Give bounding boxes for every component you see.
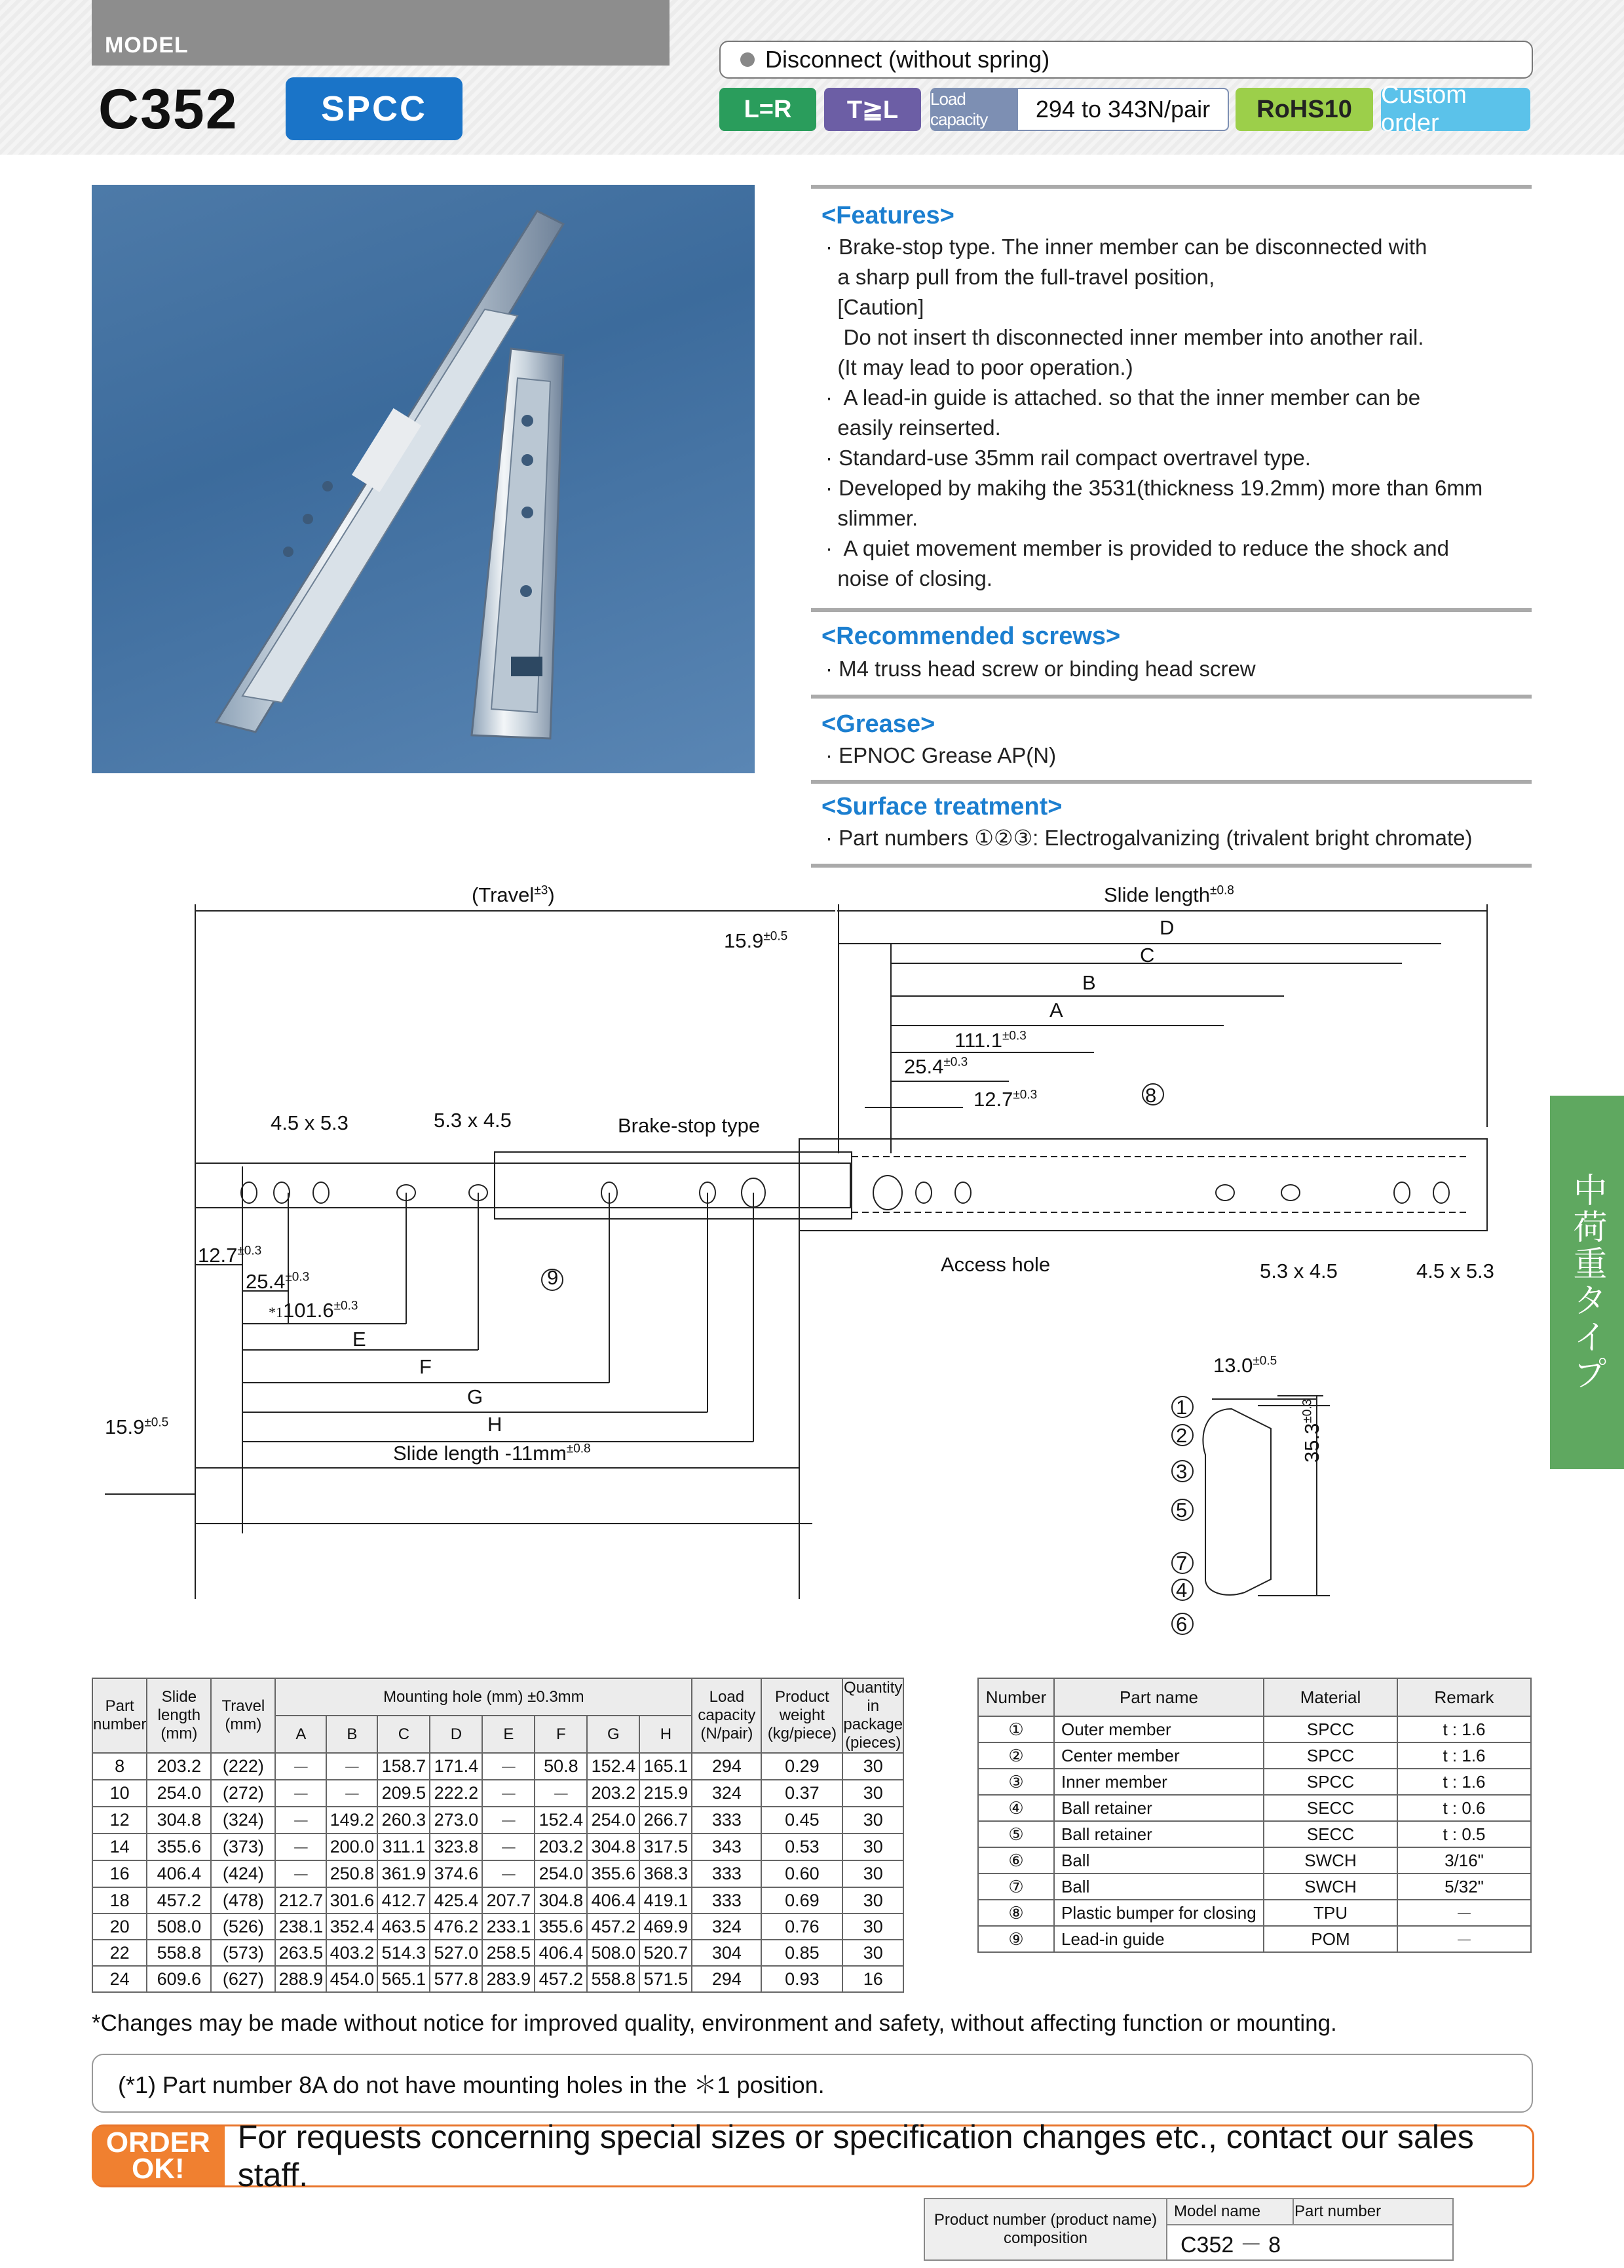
table-row: [92, 1940, 903, 1966]
screws-rule: [811, 608, 1532, 612]
table-cell: 301.6: [326, 1887, 377, 1913]
header-part-number: Part number: [92, 1678, 147, 1753]
table-cell: 30: [842, 1940, 903, 1966]
table-cell: 558.8: [147, 1940, 211, 1966]
table-cell: 171.4: [430, 1753, 482, 1780]
access-hole-label: Access hole: [941, 1253, 1051, 1276]
dim-12-7-bottom: $12.7^{\pm 0.3}$: [198, 1244, 262, 1267]
table-cell: －: [535, 1780, 587, 1807]
table-cell: 152.4: [535, 1807, 587, 1834]
callout-4: 4: [1176, 1579, 1188, 1602]
tag-t-ge-l: T≧L: [824, 88, 921, 131]
note-8a-text: (*1) Part number 8A do not have mounting holes in the ＊1 position.: [118, 2071, 825, 2098]
table-cell: 457.2: [147, 1887, 211, 1913]
table-cell: 233.1: [482, 1913, 535, 1940]
table-cell: 0.37: [761, 1780, 842, 1807]
table-cell: POM: [1264, 1926, 1397, 1952]
table-cell: 20: [92, 1913, 147, 1940]
table-cell: 361.9: [377, 1860, 430, 1887]
dim-H: H: [487, 1413, 502, 1436]
table-cell: (373): [211, 1834, 275, 1860]
header-col-F: F: [535, 1716, 587, 1753]
table-cell: (627): [211, 1966, 275, 1992]
table-cell: 8: [92, 1753, 147, 1780]
table-cell: 324: [692, 1913, 761, 1940]
travel-label: (Travel$^{\pm 3}$): [472, 883, 555, 906]
product-photo: [92, 185, 755, 773]
order-badge-line2: OK!: [132, 2153, 185, 2185]
order-box: [92, 2119, 1534, 2193]
table-cell: 258.5: [482, 1940, 535, 1966]
features-line: (It may lead to poor operation.): [825, 355, 1133, 379]
table-row: [92, 1834, 903, 1860]
table-cell: 165.1: [639, 1753, 692, 1780]
table-cell: 0.69: [761, 1887, 842, 1913]
table-row: [92, 1753, 903, 1780]
table-cell: Outer member: [1054, 1716, 1264, 1742]
table-cell: 304.8: [587, 1834, 639, 1860]
table-cell: 260.3: [377, 1807, 430, 1834]
table-cell: 294: [692, 1753, 761, 1780]
features-line: a sharp pull from the full-travel position,: [825, 265, 1215, 289]
table-cell: (573): [211, 1940, 275, 1966]
table-cell: t : 0.6: [1397, 1795, 1531, 1821]
table-cell: t : 1.6: [1397, 1769, 1531, 1795]
table-cell: 203.2: [535, 1834, 587, 1860]
dim-15-9-top: $15.9^{\pm 0.5}$: [724, 929, 788, 952]
table-cell: 18: [92, 1887, 147, 1913]
table-cell: 324: [692, 1780, 761, 1807]
table-cell: 288.9: [275, 1966, 326, 1992]
hole-size-left-1: 4.5 x 5.3: [271, 1111, 349, 1134]
table-cell: 565.1: [377, 1966, 430, 1992]
table-row: [92, 1887, 903, 1913]
table-cell: ④: [978, 1795, 1054, 1821]
table-cell: ①: [978, 1716, 1054, 1742]
table-cell: －: [275, 1753, 326, 1780]
spec-table: [92, 1678, 904, 1993]
header-number: Number: [978, 1678, 1054, 1716]
header-mounting-hole: Mounting hole (mm) ±0.3mm: [275, 1678, 692, 1716]
table-cell: 304.8: [147, 1807, 211, 1834]
table-cell: ②: [978, 1742, 1054, 1769]
table-cell: 0.93: [761, 1966, 842, 1992]
table-cell: SPCC: [1264, 1716, 1397, 1742]
order-ok-badge: [92, 2126, 225, 2185]
note-8a-box: [92, 2054, 1533, 2113]
grease-title: <Grease>: [821, 710, 935, 738]
rohs-badge: RoHS10: [1236, 88, 1373, 131]
table-cell: －: [482, 1834, 535, 1860]
table-cell: t : 1.6: [1397, 1716, 1531, 1742]
header-slide-length: Slide length (mm): [147, 1678, 211, 1753]
table-row: [92, 1780, 903, 1807]
table-cell: SWCH: [1264, 1874, 1397, 1900]
table-cell: 0.76: [761, 1913, 842, 1940]
surface-rule: [811, 780, 1532, 784]
table-cell: －: [1397, 1900, 1531, 1926]
callout-8: 8: [1145, 1084, 1157, 1107]
load-capacity-value: 294 to 343N/pair: [1017, 88, 1229, 131]
dim-A: A: [1049, 999, 1063, 1022]
table-cell: 457.2: [535, 1966, 587, 1992]
features-line: noise of closing.: [825, 566, 992, 590]
table-cell: Ball retainer: [1054, 1821, 1264, 1847]
table-cell: 254.0: [147, 1780, 211, 1807]
parts-table-body: [978, 1716, 1531, 1952]
table-cell: SPCC: [1264, 1769, 1397, 1795]
table-cell: 527.0: [430, 1940, 482, 1966]
table-cell: SECC: [1264, 1821, 1397, 1847]
table-cell: 203.2: [147, 1753, 211, 1780]
table-cell: 355.6: [587, 1860, 639, 1887]
table-cell: 508.0: [147, 1913, 211, 1940]
order-badge-line1: ORDER: [105, 2126, 210, 2159]
header-product-weight: Product weight (kg/piece): [761, 1678, 842, 1753]
drawing-lines: [92, 865, 1533, 1651]
table-row: [978, 1795, 1531, 1821]
table-cell: 403.2: [326, 1940, 377, 1966]
table-cell: －: [1397, 1926, 1531, 1952]
side-category-tab: 中荷重タイプ: [1550, 1096, 1624, 1469]
features-line: · Brake-stop type. The inner member can be disconnected with: [825, 235, 1427, 259]
table-row: [92, 1807, 903, 1834]
disconnect-text: Disconnect (without spring): [765, 46, 1050, 73]
table-cell: ⑤: [978, 1821, 1054, 1847]
table-cell: 30: [842, 1834, 903, 1860]
table-cell: Ball: [1054, 1874, 1264, 1900]
table-cell: 476.2: [430, 1913, 482, 1940]
material-badge: SPCC: [286, 77, 463, 140]
surface-title: <Surface treatment>: [821, 793, 1063, 820]
table-row: [978, 1926, 1531, 1952]
header-col-H: H: [639, 1716, 692, 1753]
table-cell: 209.5: [377, 1780, 430, 1807]
table-cell: 508.0: [587, 1940, 639, 1966]
table-cell: (424): [211, 1860, 275, 1887]
table-row: [978, 1821, 1531, 1847]
dim-25-4-top: $25.4^{\pm 0.3}$: [904, 1055, 968, 1078]
table-cell: 304.8: [535, 1887, 587, 1913]
table-cell: －: [275, 1860, 326, 1887]
table-cell: (478): [211, 1887, 275, 1913]
table-cell: 311.1: [377, 1834, 430, 1860]
dim-13-0: $13.0^{\pm 0.5}$: [1213, 1354, 1277, 1377]
header-travel: Travel (mm): [211, 1678, 275, 1753]
table-cell: －: [482, 1753, 535, 1780]
features-line: Do not insert th disconnected inner member into another rail.: [825, 325, 1424, 349]
composition-part-number: Part number: [1293, 2199, 1453, 2225]
table-cell: －: [482, 1780, 535, 1807]
table-cell: 3/16": [1397, 1847, 1531, 1874]
technical-drawing: [92, 865, 1533, 1651]
table-cell: 24: [92, 1966, 147, 1992]
table-cell: 30: [842, 1887, 903, 1913]
slide-rail-photo-illustration: [92, 185, 755, 773]
callout-6: 6: [1176, 1613, 1188, 1636]
table-cell: 203.2: [587, 1780, 639, 1807]
header-col-D: D: [430, 1716, 482, 1753]
table-cell: 0.60: [761, 1860, 842, 1887]
header-col-E: E: [482, 1716, 535, 1753]
features-line: slimmer.: [825, 506, 918, 530]
table-cell: 343: [692, 1834, 761, 1860]
features-rule: [811, 185, 1532, 189]
model-name: C352: [98, 78, 238, 141]
composition-model-name: Model name: [1167, 2199, 1293, 2225]
dim-E: E: [352, 1328, 366, 1351]
dim-C: C: [1140, 944, 1155, 967]
model-label: MODEL: [105, 33, 189, 58]
table-cell: 368.3: [639, 1860, 692, 1887]
slide-minus-label: Slide length $-11mm^{\pm 0.8}$: [393, 1442, 591, 1465]
table-cell: (526): [211, 1913, 275, 1940]
table-cell: 22: [92, 1940, 147, 1966]
table-cell: (272): [211, 1780, 275, 1807]
table-cell: －: [482, 1807, 535, 1834]
features-list: [825, 232, 1482, 594]
table-cell: 463.5: [377, 1913, 430, 1940]
table-cell: 283.9: [482, 1966, 535, 1992]
table-cell: 355.6: [535, 1913, 587, 1940]
table-cell: ⑥: [978, 1847, 1054, 1874]
table-cell: 212.7: [275, 1887, 326, 1913]
table-cell: 294: [692, 1966, 761, 1992]
callout-5: 5: [1176, 1499, 1188, 1522]
table-cell: 374.6: [430, 1860, 482, 1887]
features-line: · A quiet movement member is provided to reduce the shock and: [825, 536, 1450, 560]
header-col-A: A: [275, 1716, 326, 1753]
table-cell: －: [275, 1807, 326, 1834]
dim-B: B: [1082, 971, 1096, 994]
surface-line: · Part numbers ①②③: Electrogalvanizing (trivalent bright chromate): [825, 826, 1473, 850]
table-cell: 425.4: [430, 1887, 482, 1913]
table-cell: 30: [842, 1753, 903, 1780]
table-cell: (324): [211, 1807, 275, 1834]
header-col-B: B: [326, 1716, 377, 1753]
features-line: · A lead-in guide is attached. so that the inner member can be: [825, 385, 1421, 410]
composition-table: [924, 2198, 1454, 2261]
table-cell: 469.9: [639, 1913, 692, 1940]
features-line: easily reinserted.: [825, 415, 1001, 440]
table-cell: t : 0.5: [1397, 1821, 1531, 1847]
table-cell: 30: [842, 1807, 903, 1834]
table-cell: 250.8: [326, 1860, 377, 1887]
table-cell: 14: [92, 1834, 147, 1860]
table-cell: SECC: [1264, 1795, 1397, 1821]
grease-rule: [811, 695, 1532, 699]
spec-table-body: [92, 1753, 903, 1992]
table-cell: 50.8: [535, 1753, 587, 1780]
dim-D: D: [1160, 916, 1175, 939]
table-cell: 323.8: [430, 1834, 482, 1860]
dim-F: F: [419, 1355, 432, 1378]
table-cell: Plastic bumper for closing: [1054, 1900, 1264, 1926]
composition-value: C352 － 8: [1167, 2225, 1453, 2260]
table-cell: ⑦: [978, 1874, 1054, 1900]
bullet-dot-icon: [740, 52, 755, 67]
table-cell: 571.5: [639, 1966, 692, 1992]
table-cell: Center member: [1054, 1742, 1264, 1769]
table-cell: 333: [692, 1860, 761, 1887]
table-row: [92, 1913, 903, 1940]
table-row: [978, 1742, 1531, 1769]
table-cell: 304: [692, 1940, 761, 1966]
table-cell: TPU: [1264, 1900, 1397, 1926]
table-cell: 457.2: [587, 1913, 639, 1940]
header-material: Material: [1264, 1678, 1397, 1716]
table-cell: 30: [842, 1860, 903, 1887]
callout-3: 3: [1176, 1460, 1188, 1483]
table-cell: －: [482, 1860, 535, 1887]
features-line: · Standard-use 35mm rail compact overtravel type.: [825, 446, 1311, 470]
dim-12-7-top: $12.7^{\pm 0.3}$: [973, 1088, 1038, 1111]
table-cell: 30: [842, 1913, 903, 1940]
header-col-G: G: [587, 1716, 639, 1753]
table-cell: －: [326, 1753, 377, 1780]
header-remark: Remark: [1397, 1678, 1531, 1716]
custom-order-badge: Custom order: [1381, 88, 1530, 131]
order-text: For requests concerning special sizes or specification changes etc., contact our sales staff.: [237, 2119, 1474, 2193]
table-cell: 254.0: [535, 1860, 587, 1887]
table-cell: 266.7: [639, 1807, 692, 1834]
table-cell: 30: [842, 1780, 903, 1807]
hole-size-right-2: 4.5 x 5.3: [1416, 1259, 1494, 1282]
header-load-capacity: Load capacity (N/pair): [692, 1678, 761, 1753]
table-cell: 558.8: [587, 1966, 639, 1992]
table-cell: 406.4: [587, 1887, 639, 1913]
table-cell: 333: [692, 1807, 761, 1834]
table-row: [92, 1966, 903, 1992]
composition-label: Product number (product name) composition: [924, 2199, 1167, 2260]
disconnect-box: [719, 41, 1533, 79]
table-cell: 412.7: [377, 1887, 430, 1913]
table-cell: Ball retainer: [1054, 1795, 1264, 1821]
features-title: <Features>: [821, 202, 954, 229]
screws-line: · M4 truss head screw or binding head screw: [825, 657, 1256, 681]
dim-35-3: $35.3^{\pm 0.3}$: [1300, 1398, 1323, 1463]
table-cell: Ball: [1054, 1847, 1264, 1874]
tag-l-equals-r: L=R: [719, 88, 816, 131]
table-cell: －: [275, 1780, 326, 1807]
table-cell: 16: [842, 1966, 903, 1992]
table-row: [92, 1860, 903, 1887]
table-cell: 520.7: [639, 1940, 692, 1966]
table-cell: 5/32": [1397, 1874, 1531, 1900]
table-cell: 355.6: [147, 1834, 211, 1860]
table-row: [978, 1900, 1531, 1926]
table-cell: SPCC: [1264, 1742, 1397, 1769]
table-cell: －: [275, 1834, 326, 1860]
callout-1: 1: [1176, 1396, 1188, 1419]
header-quantity: Quantity in package (pieces): [843, 1679, 903, 1752]
table-cell: 10: [92, 1780, 147, 1807]
table-cell: 200.0: [326, 1834, 377, 1860]
hole-size-right-1: 5.3 x 4.5: [1260, 1259, 1338, 1282]
features-line: · Developed by makihg the 3531(thickness 19.2mm) more than 6mm: [825, 476, 1483, 500]
callout-7: 7: [1176, 1552, 1188, 1575]
changes-note: *Changes may be made without notice for improved quality, environment and safety, without affecting function or mounting.: [92, 2010, 1337, 2036]
table-cell: ③: [978, 1769, 1054, 1795]
table-row: [978, 1847, 1531, 1874]
table-cell: 352.4: [326, 1913, 377, 1940]
table-cell: 454.0: [326, 1966, 377, 1992]
dim-101-6: $*1101.6^{\pm 0.3}$: [269, 1299, 358, 1322]
table-cell: ⑨: [978, 1926, 1054, 1952]
table-cell: t : 1.6: [1397, 1742, 1531, 1769]
screws-title: <Recommended screws>: [821, 623, 1121, 650]
table-row: [978, 1716, 1531, 1742]
table-cell: 577.8: [430, 1966, 482, 1992]
table-cell: 152.4: [587, 1753, 639, 1780]
features-line: [Caution]: [825, 295, 924, 319]
table-cell: (222): [211, 1753, 275, 1780]
table-cell: 263.5: [275, 1940, 326, 1966]
table-cell: 406.4: [147, 1860, 211, 1887]
table-cell: 158.7: [377, 1753, 430, 1780]
hole-size-left-2: 5.3 x 4.5: [434, 1109, 512, 1132]
table-cell: 333: [692, 1887, 761, 1913]
table-cell: 273.0: [430, 1807, 482, 1834]
table-cell: 0.45: [761, 1807, 842, 1834]
header-part-name: Part name: [1054, 1678, 1264, 1716]
dim-15-9-bottom: $15.9^{\pm 0.5}$: [105, 1415, 169, 1438]
table-cell: 238.1: [275, 1913, 326, 1940]
dim-G: G: [467, 1385, 483, 1408]
table-cell: 12: [92, 1807, 147, 1834]
table-cell: －: [326, 1780, 377, 1807]
table-cell: Lead-in guide: [1054, 1926, 1264, 1952]
callout-2: 2: [1176, 1424, 1188, 1447]
table-cell: 317.5: [639, 1834, 692, 1860]
parts-table: [977, 1678, 1532, 1953]
table-cell: ⑧: [978, 1900, 1054, 1926]
callout-9: 9: [547, 1266, 559, 1289]
table-cell: 0.85: [761, 1940, 842, 1966]
table-cell: 222.2: [430, 1780, 482, 1807]
dim-111-1: $111.1^{\pm 0.3}$: [954, 1029, 1027, 1052]
table-cell: 215.9: [639, 1780, 692, 1807]
load-capacity-label: Load capacity: [930, 88, 1017, 131]
header-col-C: C: [377, 1716, 430, 1753]
table-cell: 609.6: [147, 1966, 211, 1992]
grease-line: · EPNOC Grease AP(N): [825, 743, 1057, 767]
table-cell: Inner member: [1054, 1769, 1264, 1795]
table-row: [978, 1769, 1531, 1795]
table-cell: 406.4: [535, 1940, 587, 1966]
table-row: [978, 1874, 1531, 1900]
table-cell: 419.1: [639, 1887, 692, 1913]
table-cell: SWCH: [1264, 1847, 1397, 1874]
brake-stop-label: Brake-stop type: [618, 1114, 761, 1137]
table-cell: 16: [92, 1860, 147, 1887]
table-cell: 207.7: [482, 1887, 535, 1913]
table-cell: 254.0: [587, 1807, 639, 1834]
slide-length-label: Slide length$^{\pm 0.8}$: [1104, 883, 1234, 906]
dim-25-4-bottom: $25.4^{\pm 0.3}$: [246, 1270, 310, 1293]
table-cell: 514.3: [377, 1940, 430, 1966]
table-cell: 0.29: [761, 1753, 842, 1780]
table-cell: 149.2: [326, 1807, 377, 1834]
table-cell: 0.53: [761, 1834, 842, 1860]
